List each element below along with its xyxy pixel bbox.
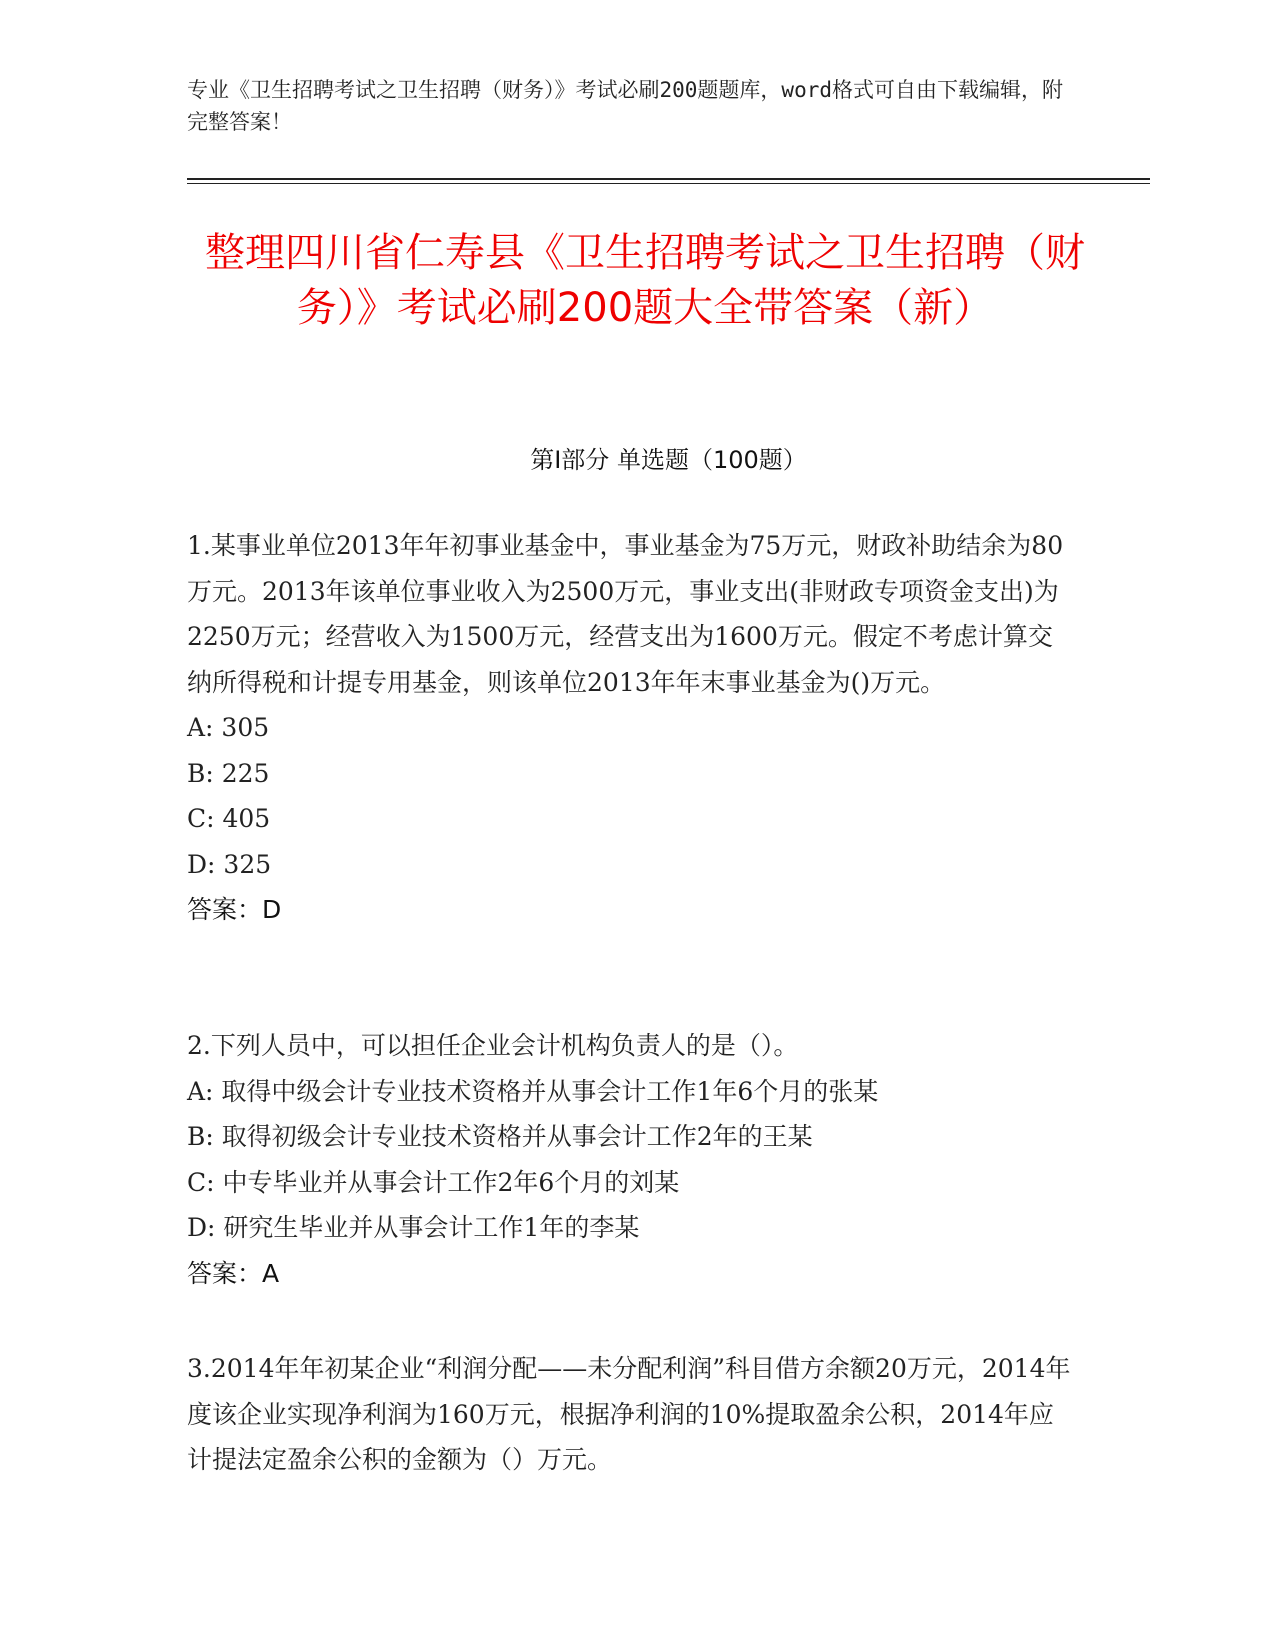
header-divider bbox=[187, 178, 1150, 180]
option-a: A: 取得中级会计专业技术资格并从事会计工作1年6个月的张某 bbox=[187, 1076, 879, 1106]
question-stem: 3.2014年年初某企业“利润分配——未分配利润”科目借方余额20万元，2014年度该企业实现净利润为160万元，根据净利润的10%提取盈余公积，2014年应计提法定盈余公积的金额为（）万元。 bbox=[187, 1354, 1071, 1474]
option-c: C: 405 bbox=[187, 804, 271, 833]
option-a: A: 305 bbox=[187, 713, 270, 742]
header-note: 专业《卫生招聘考试之卫生招聘（财务）》考试必刷200题题库，word格式可自由下载编辑，附完整答案！ bbox=[187, 78, 1063, 134]
question-stem: 1.某事业单位2013年年初事业基金中，事业基金为75万元，财政补助结余为80万元。2013年该单位事业收入为2500万元，事业支出(非财政专项资金支出)为2250万元；经营收入为1500万元，经营支出为1600万元。假定不考虑计算交纳所得税和计提专用基金，则该单位2013年年末事业基金为()万元。 bbox=[187, 531, 1064, 697]
option-d: D: 研究生毕业并从事会计工作1年的李某 bbox=[187, 1213, 640, 1242]
answer: 答案：A bbox=[187, 1258, 280, 1288]
header-divider-thin bbox=[187, 183, 1150, 184]
answer: 答案：D bbox=[187, 895, 282, 924]
option-b: B: 225 bbox=[187, 758, 270, 788]
option-c: C: 中专毕业并从事会计工作2年6个月的刘某 bbox=[187, 1167, 680, 1197]
option-d: D: 325 bbox=[187, 849, 272, 879]
question-1 bbox=[187, 523, 1077, 933]
option-b: B: 取得初级会计专业技术资格并从事会计工作2年的王某 bbox=[187, 1122, 813, 1151]
question-2 bbox=[187, 1023, 1077, 1296]
question-3 bbox=[187, 1346, 1077, 1483]
question-stem: 2.下列人员中，可以担任企业会计机构负责人的是（）。 bbox=[187, 1031, 799, 1060]
section-heading: 第I部分 单选题（100题） bbox=[530, 446, 807, 474]
document-title: 整理四川省仁寿县《卫生招聘考试之卫生招聘（财务）》考试必刷200题大全带答案（新） bbox=[205, 230, 1085, 331]
